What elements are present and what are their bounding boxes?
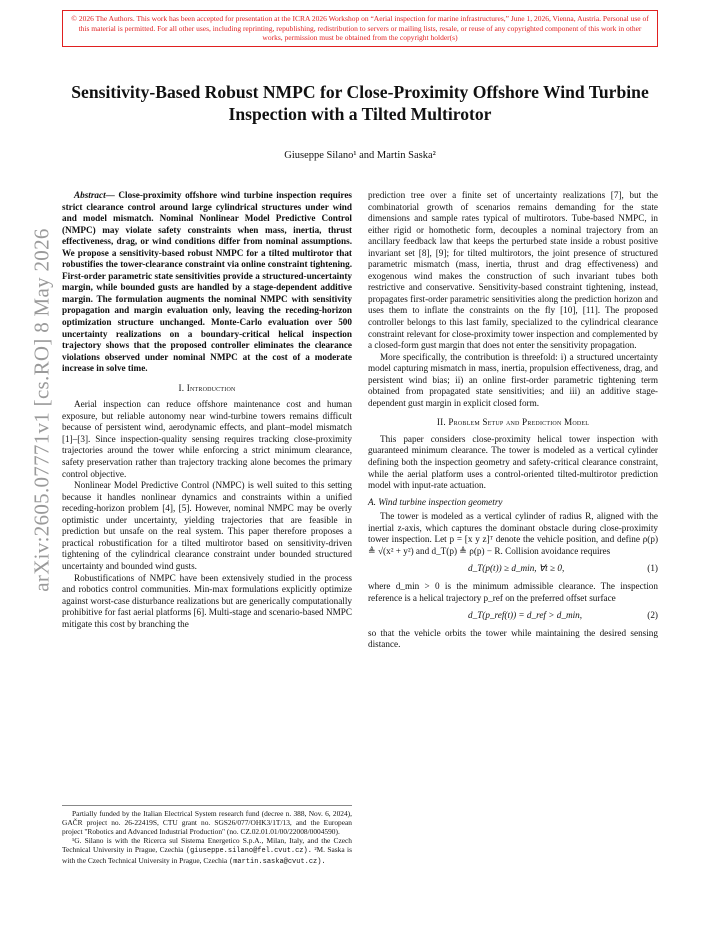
paper-authors: Giuseppe Silano¹ and Martin Saska² — [284, 150, 436, 161]
right-paragraph-1: prediction tree over a finite set of uncertainty realizations [7], but the combinatorial growth of scenarios remains demanding for the state dimensions and sample rates typical of multirotors. Tube-based NMPC, in either rigid or homothetic form, decouples a nominal trajectory from an ancillary feedback law that keeps the perturbed state inside a robust positive invariant set [8], [9]; for tilted multirotors, the joint presence of structured parametric mismatch (mass, inertia, thrust and drag effectiveness) and exogenous wind makes the construction of such invariant tubes both restrictive and conservative. Sensitivity-based constraint tightening, instead, propagates first-order parametric sensitivities along the prediction horizon and uses them to inflate the constraints on the fly [10], [11]. The proposed controller belongs to this last family, specialized to the cylindrical clearance constraint relevant for close-proximity tower inspection and complemented by a closed-form gust margin that does not enter the sensitivity propagation. — [368, 190, 658, 351]
right-paragraph-2: More specifically, the contribution is threefold: i) a structured uncertainty model capturing mismatch in mass, inertia, propulsion effectiveness, drag, and persistent wind bias; ii) an online first-order parametric tightening term obtained from propagated state sensitivities; and iii) an additive stage-dependent gust margin in explicit closed form. — [368, 351, 658, 408]
section-heading-intro: I. Introduction — [178, 382, 236, 393]
intro-paragraph-2: Nonlinear Model Predictive Control (NMPC) is well suited to this setting because it handles nonlinear dynamics and constraints within a unified receding-horizon problem [4], [5]. However, nominal NMPC may be overly optimistic under uncertainty, yielding trajectories that are feasible in prediction but unsafe on the real system. This paper therefore proposes a practical robustification for a tilted multirotor based on sensitivity-driven tightening of the cylindrical clearance constraint under bounded structured uncertainty and bounded wind gusts. — [62, 480, 352, 571]
right-column — [368, 190, 658, 651]
footnote-affil-2: ²M. Saska is with the Czech Technical University in Prague, Czechia — [62, 845, 352, 865]
equation-1 — [368, 563, 658, 575]
intro-paragraph-1: Aerial inspection can reduce offshore maintenance cost and human exposure, but reliable autonomy near wind-turbine towers remains difficult because of persistent wind, aerodynamic effects, and plant–model mismatch [1]–[3]. Since inspection-quality sensing requires tracking close-proximity trajectories around the tower while enforcing a strict minimum clearance, safety preservation rather than trajectory tracking alone becomes the primary control objective. — [62, 399, 352, 479]
abstract-text: Close-proximity offshore wind turbine inspection requires strict clearance control around large cylindrical structures under wind and model mismatch. Nominal Nonlinear Model Predictive Control (NMPC) may violate safety constraints when mass, inertia, thrust effectiveness, drag, or wind conditions differ from nominal assumptions. We propose a sensitivity-based robust NMPC for a tilted multirotor that robustifies the tower-clearance constraint via online constraint tightening. First-order parametric state sensitivities provide a structured-uncertainty margin, while bounded gusts are handled by a stage-dependent additive margin. The formulation augments the nominal NMPC with sensitivity propagation and margin evaluation only, leaving the receding-horizon optimization structure unchanged. Monte-Carlo evaluation over 500 uncertainty realizations on a boundary-critical helical inspection trajectory shows that the proposed controller eliminates the clearance violations observed under nominal NMPC at the cost of a moderate increase in solve time. — [62, 190, 352, 374]
left-column — [62, 190, 352, 630]
footnote-funding: Partially funded by the Italian Electrical System research fund (decree n. 388, Nov. 6, 2024), GAČR project no. 26-22419S, CTU grant no. SGS26/077/OHK3/1T/13, and the European project "Robotics and Advanced Industrial Production" (no. CZ.02.01.01/00/22008/0004590). — [62, 809, 352, 836]
footnote-affiliations — [62, 836, 352, 867]
intro-paragraph-3: Robustifications of NMPC have been extensively studied in the process and robotics control communities. Min-max formulations explicitly optimize against worst-case disturbance realizations but are generically computationally prohibitive for fast aerial platforms [6]. Multi-stage and scenario-based NMPC mitigate this cost by branching the — [62, 572, 352, 629]
setup-paragraph: This paper considers close-proximity helical tower inspection with guaranteed minimum clearance. The tower is modeled as a vertical cylinder defining both the inspection geometry and safety-critical clearance constraint, while the aerial platform uses a control-oriented tilted-multirotor prediction model with input-rate actuation. — [368, 433, 658, 491]
copyright-notice: © 2026 The Authors. This work has been accepted for presentation at the ICRA 2026 Workshop on “Aerial inspection for marine infrastructures,” June 1, 2026, Vienna, Austria. Personal use of this material is permitted. For all other uses, including reprinting, republishing, redistribution to servers or mailing lists, resale, or reuse of any copyrighted component of this work in other works, permission must be obtained from the copyright holder(s) — [62, 10, 658, 47]
footnote-affil-1: ¹G. Silano is with the Ricerca sul Sistema Energetico S.p.A., Milan, Italy, and the Czech Technical University in Prague, Czechia — [62, 836, 352, 854]
abstract — [62, 190, 352, 375]
paper-title: Sensitivity-Based Robust NMPC for Close-Proximity Offshore Wind Turbine Inspection with a Tilted Multirotor — [71, 82, 649, 124]
equation-2-number: (2) — [647, 610, 658, 621]
equation-2 — [368, 610, 658, 622]
arxiv-id: arXiv:2605.07771v1 [cs.RO] 8 May 2026 — [29, 228, 54, 592]
equation-2-body: d_T(p_ref(t)) = d_ref > d_min, — [468, 610, 583, 621]
footnote-email-2: (martin.saska@cvut.cz). — [229, 858, 326, 866]
abstract-label: Abstract— — [74, 190, 115, 200]
footnote-email-1: (giuseppe.silano@fel.cvut.cz). — [185, 847, 312, 855]
footnote — [62, 805, 352, 867]
equation-1-body: d_T(p(t)) ≥ d_min, ∀t ≥ 0, — [468, 563, 565, 574]
geometry-paragraph-3: so that the vehicle orbits the tower while maintaining the desired sensing distance. — [368, 627, 658, 650]
section-heading-setup: II. Problem Setup and Prediction Model — [436, 417, 590, 428]
geometry-paragraph-2: where d_min > 0 is the minimum admissible clearance. The inspection reference is a helical trajectory p_ref on the preferred offset surface — [368, 580, 658, 603]
geometry-paragraph-1: The tower is modeled as a vertical cylinder of radius R, aligned with the inertial z-axis, which captures the dominant obstacle during close-proximity tower inspection. Let p = [x y z]ᵀ denote the vehicle position, and define ρ(p) ≜ √(x² + y²) and d_T(p) ≜ ρ(p) − R. Collision avoidance requires — [368, 511, 658, 556]
equation-1-number: (1) — [647, 563, 658, 574]
subsection-heading-geometry: A. Wind turbine inspection geometry — [368, 496, 503, 507]
